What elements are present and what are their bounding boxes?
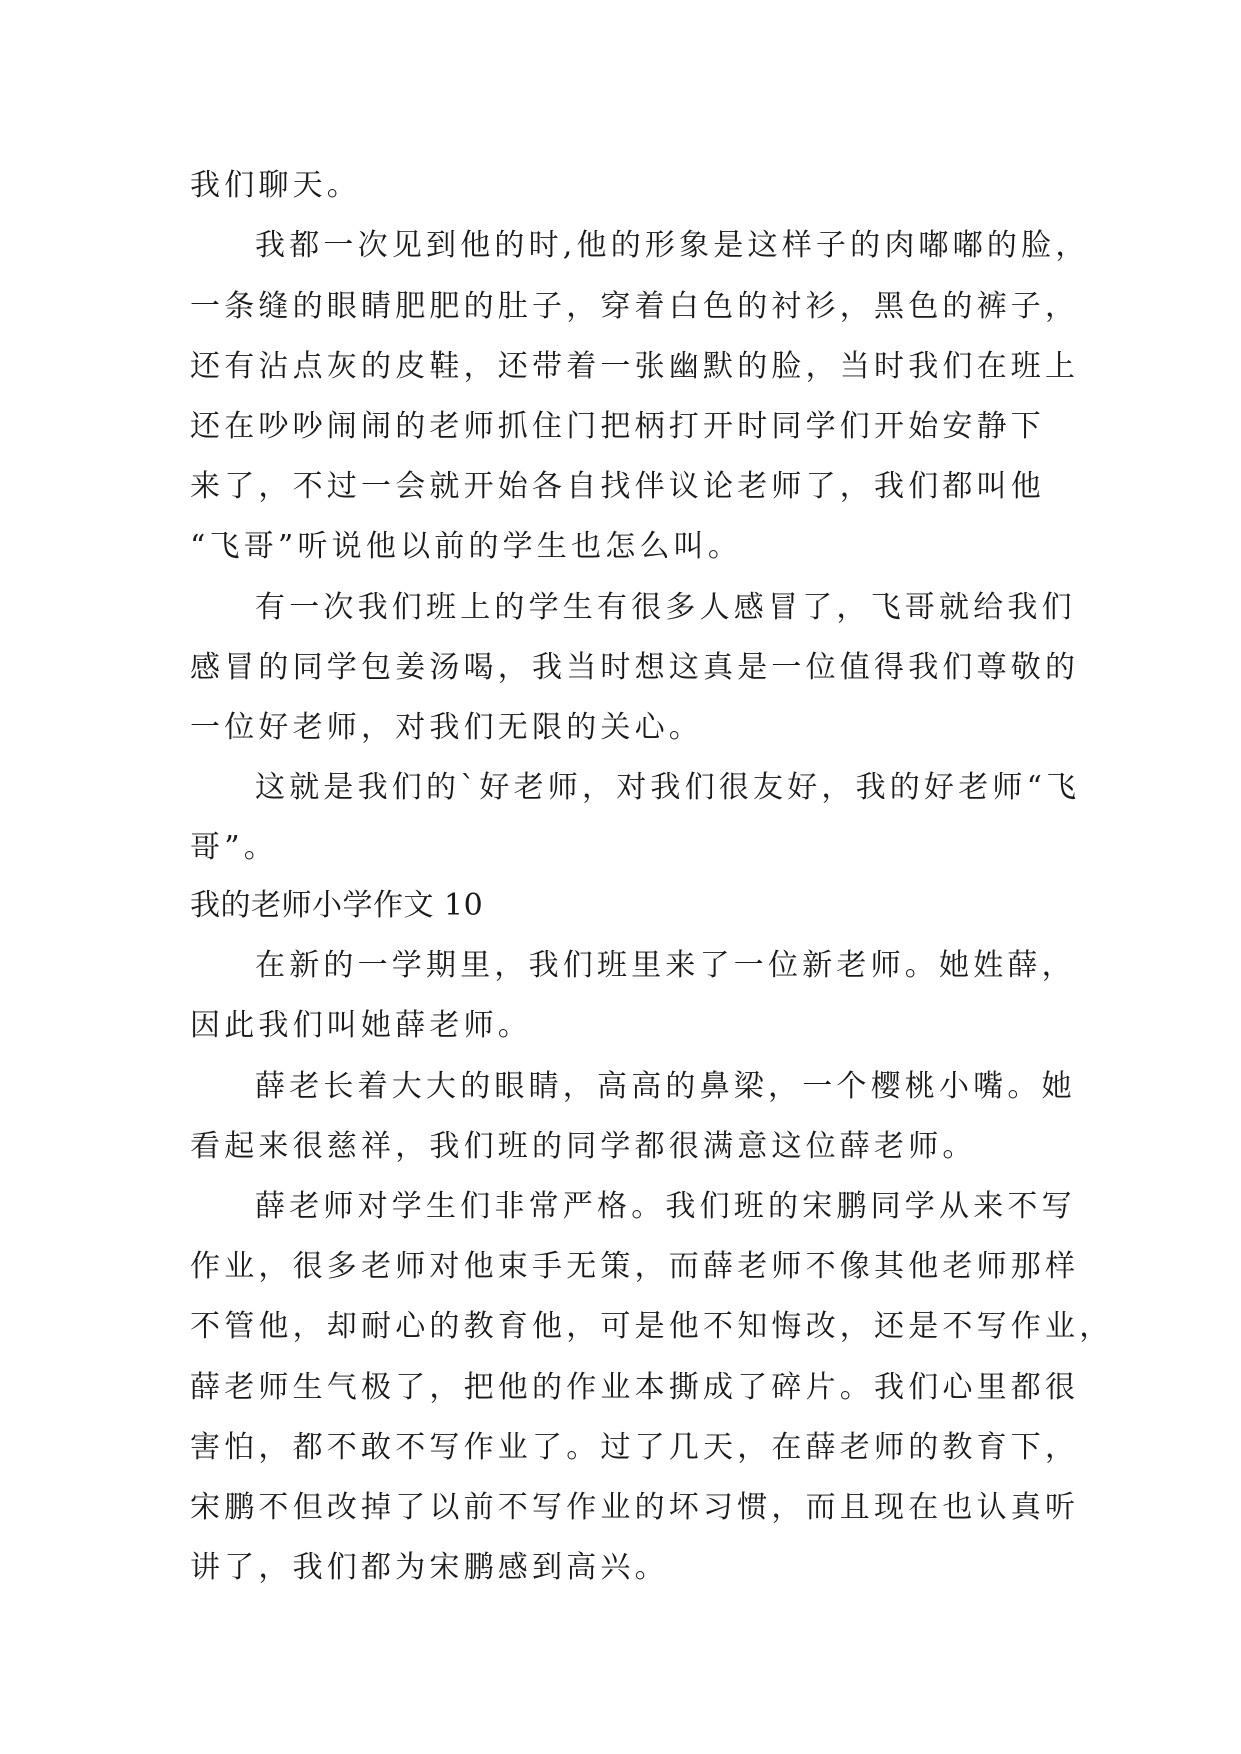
text-line: 来了，不过一会就开始各自找伴议论老师了，我们都叫他	[190, 469, 1045, 504]
text-line: 我都一次见到他的时,他的形象是这样子的肉嘟嘟的脸，	[255, 228, 1090, 263]
text-line: 哥”。	[190, 830, 278, 865]
text-line: 这就是我们的`好老师，对我们很友好，我的好老师“飞	[255, 770, 1081, 805]
text-line: “飞哥”听说他以前的学生也怎么叫。	[190, 529, 743, 564]
text-line: 我们聊天。	[190, 168, 361, 203]
text-line: 一条缝的眼睛肥肥的肚子，穿着白色的衬衫，黑色的裤子，	[190, 289, 1080, 324]
text-line: 有一次我们班上的学生有很多人感冒了，飞哥就给我们	[255, 590, 1076, 625]
text-line: 讲了，我们都为宋鹏感到高兴。	[190, 1550, 669, 1585]
text-line: 薛老师对学生们非常严格。我们班的宋鹏同学从来不写	[255, 1189, 1076, 1224]
text-line: 薛老长着大大的眼睛，高高的鼻梁，一个樱桃小嘴。她	[255, 1069, 1076, 1104]
text-line: 薛老师生气极了，把他的作业本撕成了碎片。我们心里都很	[190, 1370, 1080, 1405]
text-line: 因此我们叫她薛老师。	[190, 1008, 532, 1043]
text-line: 还有沾点灰的皮鞋，还带着一张幽默的脸，当时我们在班上	[190, 349, 1080, 384]
text-line: 宋鹏不但改掉了以前不写作业的坏习惯，而且现在也认真听	[190, 1490, 1080, 1525]
section-heading: 我的老师小学作文 10	[190, 888, 484, 923]
text-line: 看起来很慈祥，我们班的同学都很满意这位薛老师。	[190, 1129, 977, 1164]
text-line: 在新的一学期里，我们班里来了一位新老师。她姓薛，	[255, 948, 1076, 983]
text-line: 害怕，都不敢不写作业了。过了几天，在薛老师的教育下，	[190, 1430, 1080, 1465]
text-line: 作业，很多老师对他束手无策，而薛老师不像其他老师那样	[190, 1249, 1080, 1284]
text-line: 感冒的同学包姜汤喝，我当时想这真是一位值得我们尊敬的	[190, 650, 1080, 685]
text-line: 一位好老师，对我们无限的关心。	[190, 710, 703, 745]
text-line: 还在吵吵闹闹的老师抓住门把柄打开时同学们开始安静下	[190, 409, 1045, 444]
text-line: 不管他，却耐心的教育他，可是他不知悔改，还是不写作业，	[190, 1309, 1114, 1344]
